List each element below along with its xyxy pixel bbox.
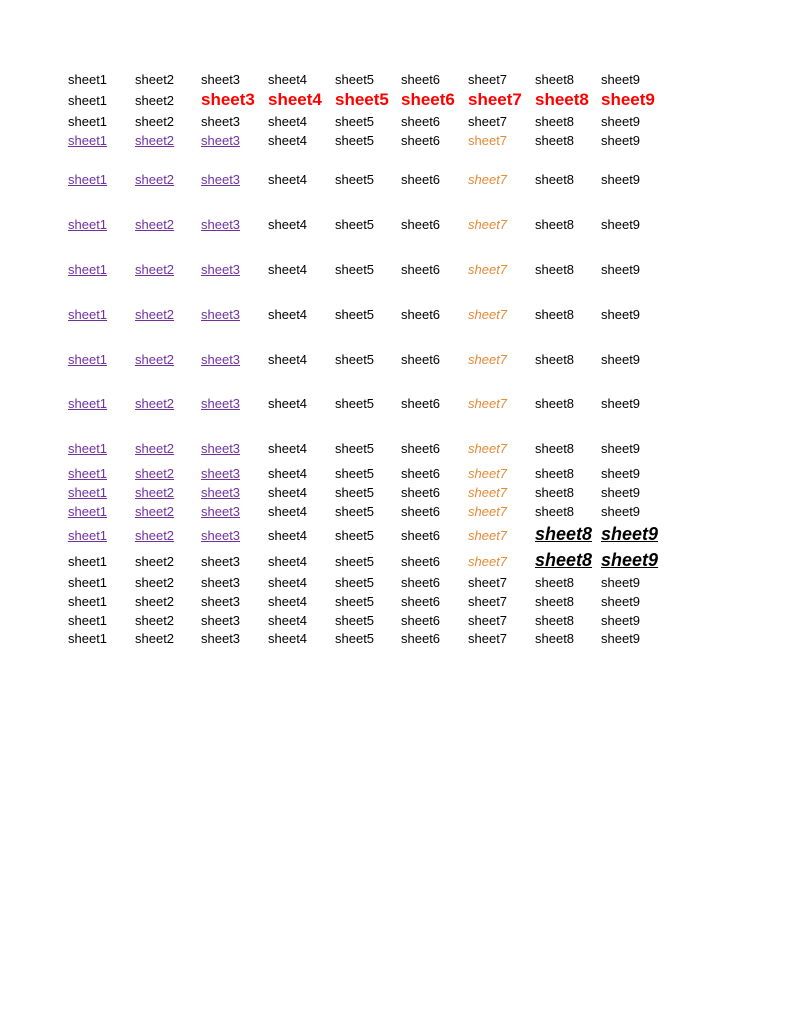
sheet-link[interactable]: sheet3 [201, 528, 241, 543]
sheet-cell: sheet7 [468, 133, 508, 148]
sheet-link[interactable]: sheet2 [135, 504, 175, 519]
sheet-cell: sheet9 [601, 90, 655, 109]
sheet-cell: sheet7 [468, 441, 508, 456]
sheet-cell: sheet7 [468, 528, 508, 543]
sheet-cell: sheet4 [268, 262, 308, 277]
sheet-link[interactable]: sheet2 [135, 485, 175, 500]
sheet-cell: sheet4 [268, 631, 308, 646]
sheet-cell: sheet9 [601, 352, 641, 367]
sheet-link[interactable]: sheet1 [68, 504, 108, 519]
sheet-cell: sheet6 [401, 114, 441, 129]
sheet-cell: sheet6 [401, 466, 441, 481]
sheet-cell: sheet5 [335, 307, 375, 322]
sheet-cell: sheet9 [601, 441, 641, 456]
sheet-link[interactable]: sheet1 [68, 466, 108, 481]
sheet-cell: sheet3 [201, 554, 241, 569]
sheet-cell: sheet8 [535, 550, 593, 570]
sheet-cell: sheet4 [268, 307, 308, 322]
sheet-cell: sheet9 [601, 217, 641, 232]
sheet-link[interactable]: sheet1 [68, 441, 108, 456]
sheet-row [68, 483, 768, 503]
sheet-cell: sheet5 [335, 466, 375, 481]
sheet-cell: sheet9 [601, 466, 641, 481]
sheet-cell: sheet7 [468, 114, 508, 129]
sheet-cell: sheet6 [401, 217, 441, 232]
sheet-link[interactable]: sheet2 [135, 217, 175, 232]
sheet-cell: sheet4 [268, 72, 308, 87]
sheet-cell: sheet9 [601, 485, 641, 500]
sheet-link[interactable]: sheet3 [201, 441, 241, 456]
sheet-cell: sheet5 [335, 441, 375, 456]
sheet-cell: sheet1 [68, 613, 108, 628]
sheet-link[interactable]: sheet1 [68, 217, 108, 232]
sheet-link[interactable]: sheet1 [68, 262, 108, 277]
sheet-cell: sheet6 [401, 133, 441, 148]
sheet-cell: sheet4 [268, 217, 308, 232]
sheet-cell: sheet6 [401, 575, 441, 590]
sheet-link[interactable]: sheet3 [201, 352, 241, 367]
sheet-cell: sheet8 [535, 524, 593, 544]
sheet-cell: sheet3 [201, 594, 241, 609]
sheet-cell: sheet7 [468, 90, 522, 109]
sheet-link[interactable]: sheet2 [135, 352, 175, 367]
sheet-link[interactable]: sheet1 [68, 485, 108, 500]
sheet-row [68, 611, 768, 631]
sheet-link[interactable]: sheet3 [201, 396, 241, 411]
sheet-cell: sheet6 [401, 352, 441, 367]
sheet-cell: sheet2 [135, 72, 175, 87]
sheet-cell: sheet4 [268, 575, 308, 590]
sheet-cell: sheet2 [135, 631, 175, 646]
sheet-cell: sheet9 [601, 613, 641, 628]
sheet-row [68, 70, 768, 90]
sheet-cell: sheet6 [401, 172, 441, 187]
sheet-link[interactable]: sheet3 [201, 485, 241, 500]
sheet-cell: sheet6 [401, 90, 455, 109]
sheet-cell: sheet4 [268, 613, 308, 628]
sheet-cell: sheet2 [135, 93, 175, 108]
sheet-cell: sheet8 [535, 594, 575, 609]
sheet-cell: sheet8 [535, 262, 575, 277]
sheet-cell: sheet7 [468, 396, 508, 411]
sheet-cell: sheet9 [601, 307, 641, 322]
sheet-link[interactable]: sheet2 [135, 307, 175, 322]
sheet-cell: sheet7 [468, 172, 508, 187]
sheet-cell: sheet8 [535, 441, 575, 456]
sheet-cell: sheet4 [268, 528, 308, 543]
sheet-cell: sheet3 [201, 114, 241, 129]
sheet-cell: sheet4 [268, 504, 308, 519]
sheet-cell: sheet7 [468, 72, 508, 87]
sheet-cell: sheet3 [201, 631, 241, 646]
sheet-cell: sheet2 [135, 114, 175, 129]
sheet-cell: sheet8 [535, 504, 575, 519]
sheet-cell: sheet4 [268, 172, 308, 187]
sheet-link[interactable]: sheet1 [68, 133, 108, 148]
sheet-link[interactable]: sheet2 [135, 396, 175, 411]
sheet-link[interactable]: sheet3 [201, 133, 241, 148]
sheet-row [68, 260, 768, 280]
sheet-cell: sheet8 [535, 466, 575, 481]
sheet-cell: sheet7 [468, 575, 508, 590]
sheet-cell: sheet4 [268, 396, 308, 411]
sheet-row [68, 91, 768, 111]
sheet-cell: sheet1 [68, 594, 108, 609]
sheet-cell: sheet9 [601, 133, 641, 148]
sheet-cell: sheet8 [535, 217, 575, 232]
sheet-cell: sheet1 [68, 93, 108, 108]
sheet-cell: sheet5 [335, 133, 375, 148]
sheet-cell: sheet7 [468, 466, 508, 481]
sheet-cell: sheet8 [535, 613, 575, 628]
sheet-link[interactable]: sheet3 [201, 504, 241, 519]
sheet-cell: sheet4 [268, 485, 308, 500]
sheet-row [68, 215, 768, 235]
sheet-cell: sheet3 [201, 613, 241, 628]
sheet-cell: sheet9 [601, 550, 659, 570]
sheet-cell: sheet9 [601, 594, 641, 609]
sheet-cell: sheet7 [468, 631, 508, 646]
sheet-cell: sheet7 [468, 217, 508, 232]
sheet-cell: sheet6 [401, 72, 441, 87]
sheet-link[interactable]: sheet1 [68, 396, 108, 411]
sheet-cell: sheet6 [401, 396, 441, 411]
sheet-cell: sheet8 [535, 396, 575, 411]
sheet-cell: sheet2 [135, 554, 175, 569]
sheet-cell: sheet8 [535, 631, 575, 646]
sheet-cell: sheet4 [268, 466, 308, 481]
sheet-cell: sheet5 [335, 485, 375, 500]
sheet-cell: sheet7 [468, 554, 508, 569]
sheet-row [68, 131, 768, 151]
sheet-cell: sheet1 [68, 575, 108, 590]
sheet-row [68, 439, 768, 459]
sheet-cell: sheet4 [268, 90, 322, 109]
sheet-cell: sheet9 [601, 72, 641, 87]
sheet-cell: sheet3 [201, 90, 255, 109]
sheet-link[interactable]: sheet3 [201, 262, 241, 277]
sheet-cell: sheet8 [535, 172, 575, 187]
sheet-row [68, 350, 768, 370]
sheet-cell: sheet5 [335, 352, 375, 367]
sheet-cell: sheet1 [68, 554, 108, 569]
sheet-cell: sheet9 [601, 172, 641, 187]
sheet-row [68, 592, 768, 612]
sheet-cell: sheet2 [135, 575, 175, 590]
sheet-cell: sheet5 [335, 504, 375, 519]
sheet-cell: sheet7 [468, 262, 508, 277]
sheet-cell: sheet5 [335, 575, 375, 590]
sheet-cell: sheet5 [335, 72, 375, 87]
sheet-cell: sheet9 [601, 524, 659, 544]
sheet-row [68, 112, 768, 132]
sheet-cell: sheet5 [335, 90, 389, 109]
sheet-cell: sheet8 [535, 485, 575, 500]
sheet-cell: sheet7 [468, 504, 508, 519]
sheet-cell: sheet4 [268, 114, 308, 129]
sheet-link[interactable]: sheet3 [201, 217, 241, 232]
sheet-cell: sheet9 [601, 114, 641, 129]
sheet-row [68, 464, 768, 484]
sheet-cell: sheet6 [401, 554, 441, 569]
sheet-cell: sheet7 [468, 485, 508, 500]
sheet-grid [68, 0, 768, 700]
sheet-cell: sheet5 [335, 631, 375, 646]
sheet-link[interactable]: sheet3 [201, 307, 241, 322]
sheet-cell: sheet7 [468, 307, 508, 322]
sheet-cell: sheet8 [535, 133, 575, 148]
sheet-link[interactable]: sheet1 [68, 307, 108, 322]
sheet-cell: sheet7 [468, 594, 508, 609]
sheet-link[interactable]: sheet3 [201, 466, 241, 481]
sheet-cell: sheet9 [601, 575, 641, 590]
sheet-cell: sheet6 [401, 613, 441, 628]
sheet-cell: sheet5 [335, 114, 375, 129]
sheet-link[interactable]: sheet2 [135, 466, 175, 481]
sheet-link[interactable]: sheet2 [135, 528, 175, 543]
sheet-cell: sheet9 [601, 631, 641, 646]
sheet-cell: sheet1 [68, 114, 108, 129]
sheet-row [68, 526, 768, 546]
sheet-row [68, 552, 768, 572]
sheet-row [68, 305, 768, 325]
sheet-cell: sheet5 [335, 594, 375, 609]
sheet-cell: sheet8 [535, 114, 575, 129]
sheet-cell: sheet5 [335, 172, 375, 187]
sheet-row [68, 170, 768, 190]
sheet-link[interactable]: sheet1 [68, 172, 108, 187]
sheet-cell: sheet8 [535, 90, 589, 109]
sheet-cell: sheet1 [68, 72, 108, 87]
sheet-cell: sheet8 [535, 72, 575, 87]
sheet-cell: sheet6 [401, 594, 441, 609]
sheet-cell: sheet6 [401, 307, 441, 322]
sheet-cell: sheet4 [268, 554, 308, 569]
sheet-cell: sheet5 [335, 396, 375, 411]
sheet-cell: sheet5 [335, 262, 375, 277]
sheet-cell: sheet4 [268, 352, 308, 367]
sheet-row [68, 573, 768, 593]
sheet-cell: sheet6 [401, 441, 441, 456]
sheet-cell: sheet4 [268, 594, 308, 609]
sheet-cell: sheet8 [535, 307, 575, 322]
sheet-cell: sheet5 [335, 528, 375, 543]
sheet-link[interactable]: sheet2 [135, 172, 175, 187]
sheet-row [68, 629, 768, 649]
sheet-cell: sheet9 [601, 262, 641, 277]
sheet-cell: sheet5 [335, 554, 375, 569]
sheet-cell: sheet7 [468, 613, 508, 628]
sheet-cell: sheet9 [601, 504, 641, 519]
sheet-cell: sheet2 [135, 594, 175, 609]
sheet-cell: sheet4 [268, 133, 308, 148]
sheet-cell: sheet3 [201, 575, 241, 590]
sheet-cell: sheet6 [401, 504, 441, 519]
sheet-cell: sheet3 [201, 72, 241, 87]
sheet-cell: sheet2 [135, 613, 175, 628]
sheet-cell: sheet1 [68, 631, 108, 646]
sheet-link[interactable]: sheet1 [68, 352, 108, 367]
sheet-cell: sheet8 [535, 575, 575, 590]
sheet-cell: sheet6 [401, 528, 441, 543]
sheet-cell: sheet5 [335, 613, 375, 628]
sheet-cell: sheet9 [601, 396, 641, 411]
sheet-row [68, 394, 768, 414]
sheet-cell: sheet6 [401, 262, 441, 277]
sheet-cell: sheet5 [335, 217, 375, 232]
sheet-link[interactable]: sheet3 [201, 172, 241, 187]
sheet-row [68, 502, 768, 522]
sheet-link[interactable]: sheet1 [68, 528, 108, 543]
sheet-link[interactable]: sheet2 [135, 262, 175, 277]
sheet-cell: sheet7 [468, 352, 508, 367]
sheet-cell: sheet6 [401, 485, 441, 500]
sheet-link[interactable]: sheet2 [135, 133, 175, 148]
sheet-cell: sheet6 [401, 631, 441, 646]
sheet-cell: sheet4 [268, 441, 308, 456]
sheet-link[interactable]: sheet2 [135, 441, 175, 456]
sheet-cell: sheet8 [535, 352, 575, 367]
